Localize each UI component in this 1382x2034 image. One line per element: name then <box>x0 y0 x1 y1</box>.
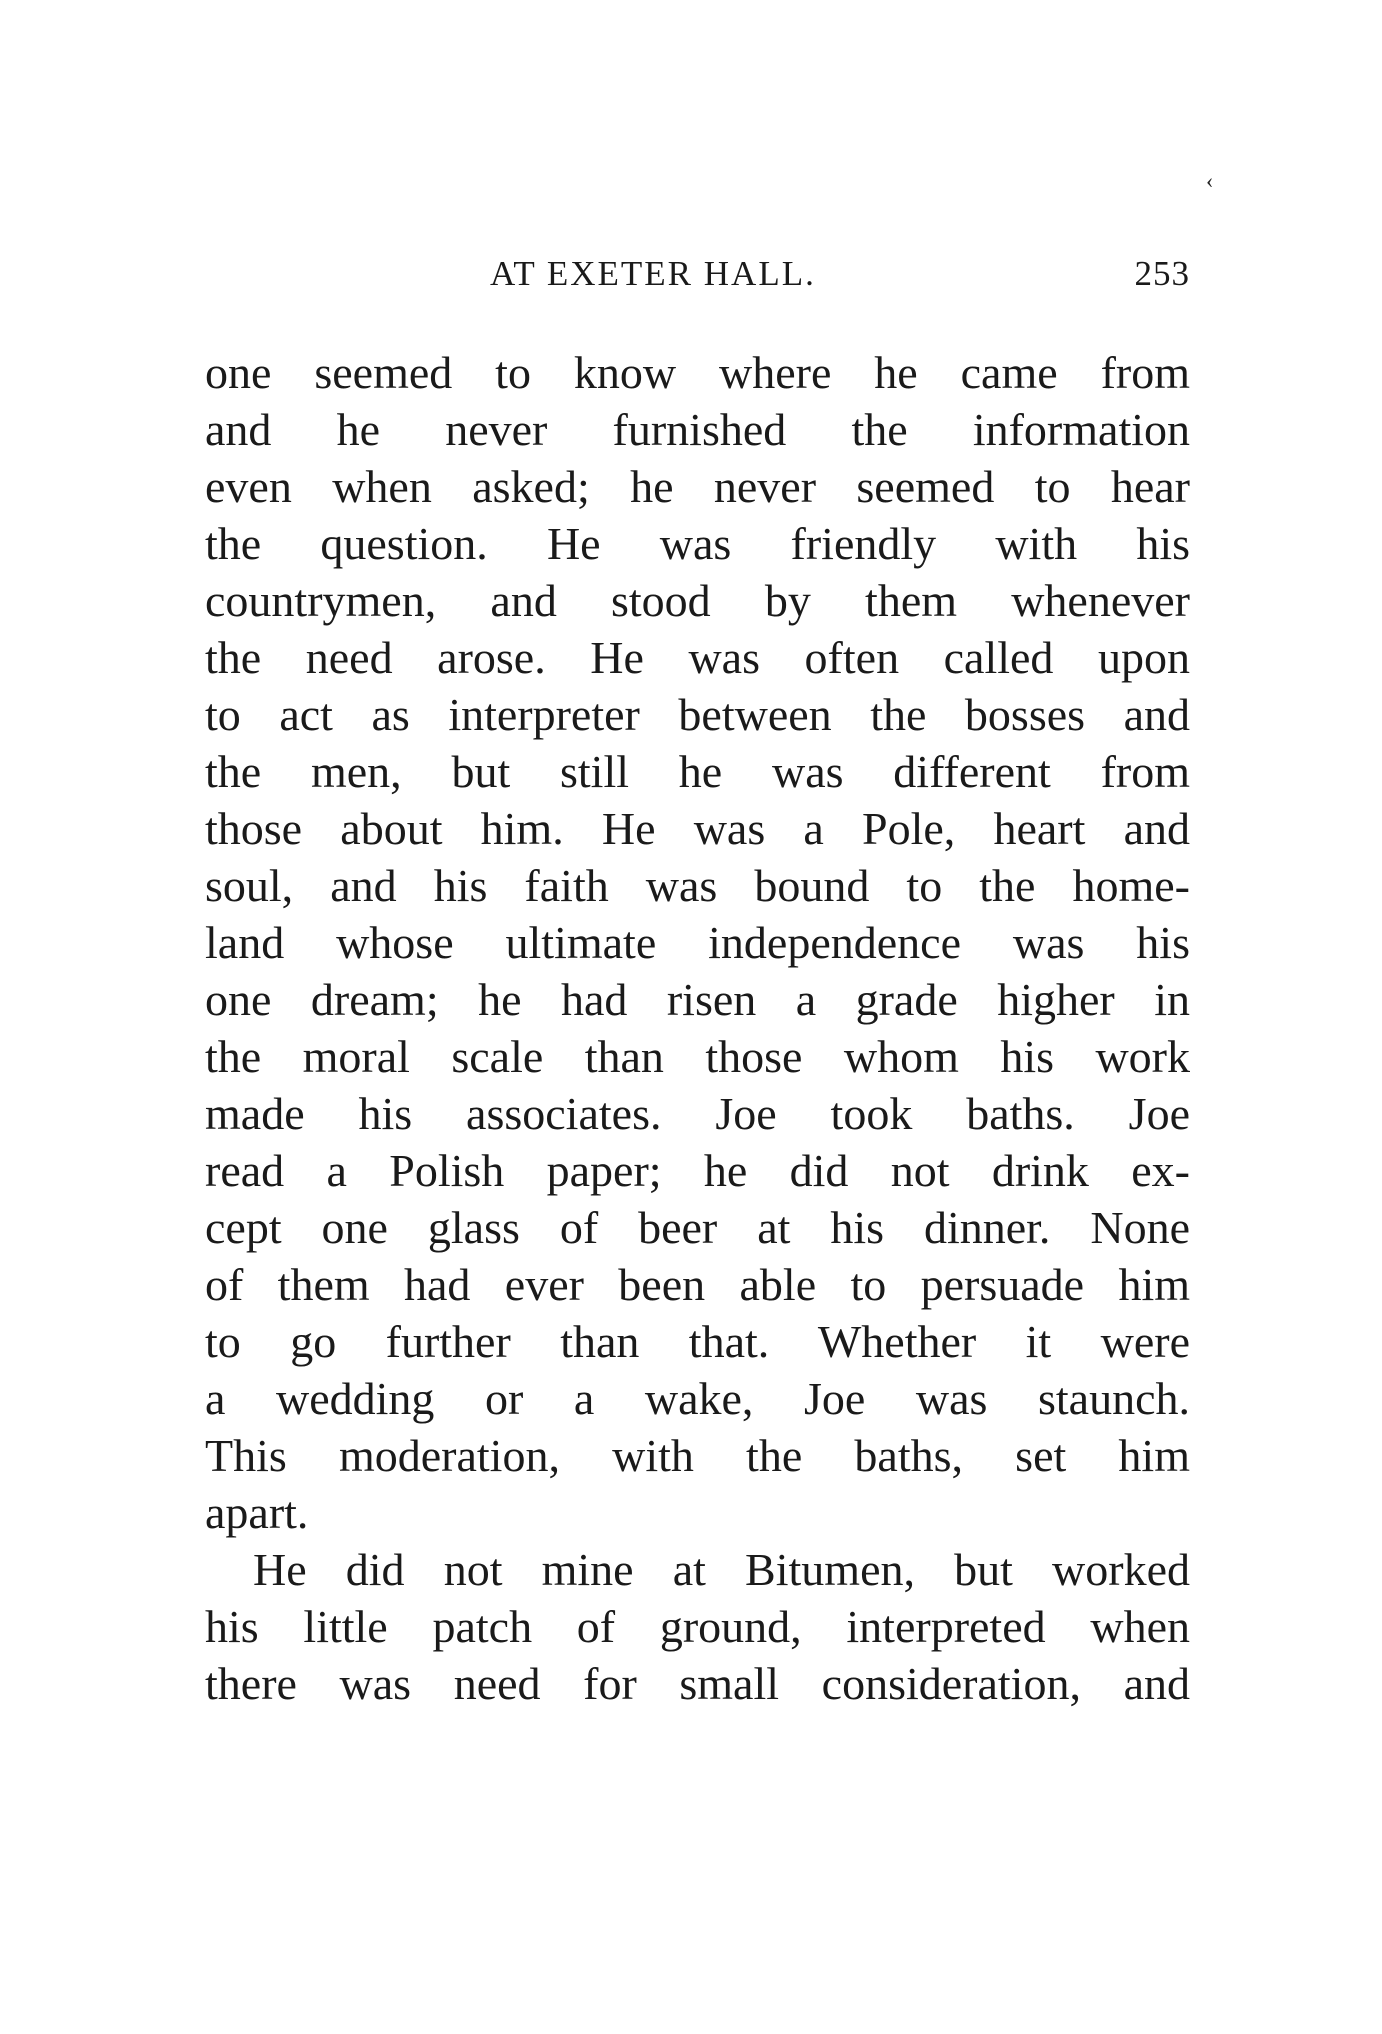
text-line: even when asked; he never seemed to hear <box>205 461 1190 512</box>
text-line: soul, and his faith was bound to the home- <box>205 860 1190 911</box>
text-line: of them had ever been able to persuade him <box>205 1259 1190 1310</box>
text-line: to go further than that. Whether it were <box>205 1316 1190 1367</box>
text-line: This moderation, with the baths, set him <box>205 1430 1190 1481</box>
text-line: the moral scale than those whom his work <box>205 1031 1190 1082</box>
body-text <box>205 344 1190 1712</box>
text-line: made his associates. Joe took baths. Joe <box>205 1088 1190 1139</box>
text-line: those about him. He was a Pole, heart and <box>205 803 1190 854</box>
text-line: the men, but still he was different from <box>205 746 1190 797</box>
text-line: a wedding or a wake, Joe was staunch. <box>205 1373 1190 1424</box>
text-line: read a Polish paper; he did not drink ex- <box>205 1145 1190 1196</box>
text-line: the need arose. He was often called upon <box>205 632 1190 683</box>
text-line: the question. He was friendly with his <box>205 518 1190 569</box>
text-line: one seemed to know where he came from <box>205 347 1190 398</box>
text-line: countrymen, and stood by them whenever <box>205 575 1190 626</box>
text-line: land whose ultimate independence was his <box>205 917 1190 968</box>
text-line: apart. <box>205 1487 309 1538</box>
page-number: 253 <box>1134 254 1190 293</box>
text-line: He did not mine at Bitumen, but worked <box>253 1544 1190 1595</box>
text-line: one dream; he had risen a grade higher in <box>205 974 1190 1025</box>
text-line: and he never furnished the information <box>205 404 1190 455</box>
text-line: his little patch of ground, interpreted when <box>205 1601 1190 1652</box>
running-head <box>205 254 1190 304</box>
text-line: to act as interpreter between the bosses and <box>205 689 1190 740</box>
text-line: cept one glass of beer at his dinner. None <box>205 1202 1190 1253</box>
running-title: AT EXETER HALL. <box>490 254 816 293</box>
text-line: there was need for small consideration, and <box>205 1658 1190 1709</box>
corner-mark: ‹ <box>1206 168 1214 193</box>
